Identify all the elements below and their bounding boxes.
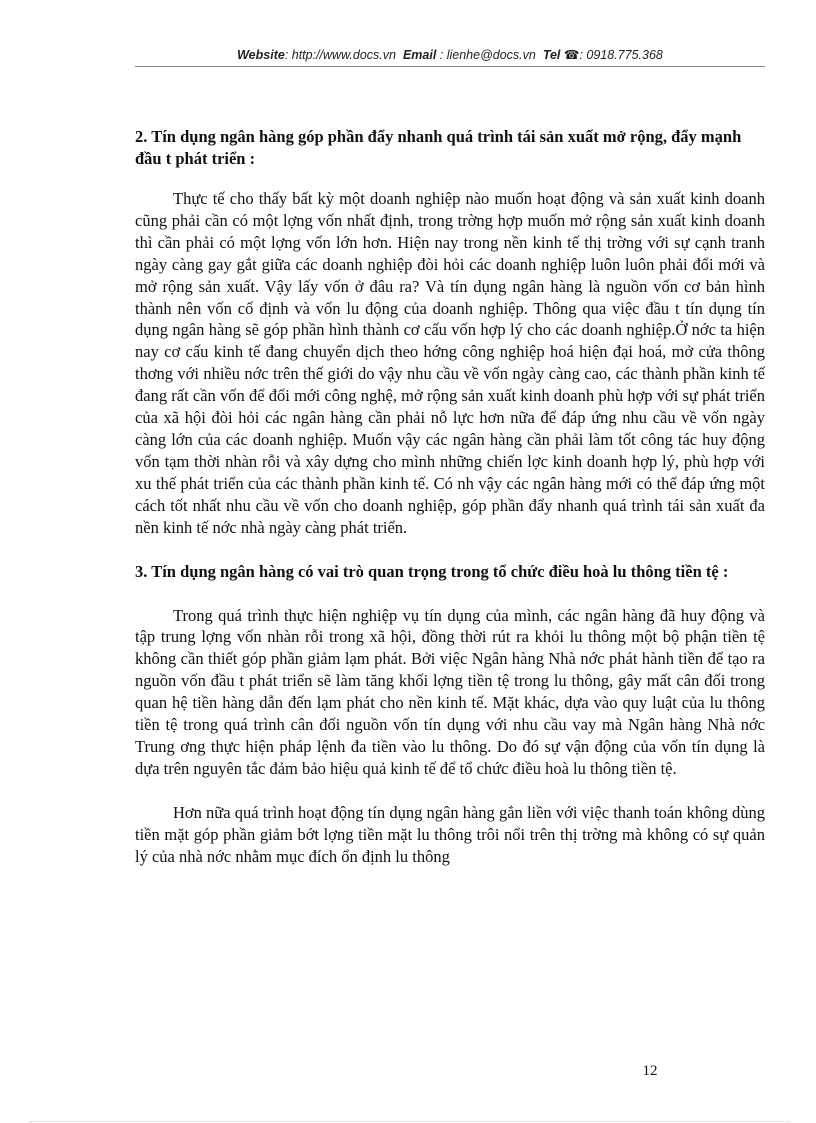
email-value: : lienhe@docs.vn xyxy=(439,48,536,62)
website-value: : http://www.docs.vn xyxy=(284,48,396,62)
email-label: Email xyxy=(402,48,437,62)
tel-value: : 0918.775.368 xyxy=(579,48,663,62)
document-body xyxy=(135,126,765,867)
website-label: Website xyxy=(237,48,285,62)
page-number: 12 xyxy=(642,1063,658,1079)
section-2-paragraph: Thực tế cho thấy bất kỳ một doanh nghiệp nào muốn hoạt động và sản xuất kinh doanh cũng phải cần có một lợng vốn nhất định, trong trờng hợp muốn mở rộng sản xuất kinh doanh thì cần phải có một lợng vốn lớn hơn. Hiện nay trong nền kinh tế thị trờng với sự cạnh tranh ngày càng gay gắt giữa các doanh nghiệp đòi hỏi các doanh nghiệp luôn luôn phải đổi mới và mở rộng sản xuất. Vậy lấy vốn ở đâu ra? Và tín dụng ngân hàng là nguồn vốn cơ bản hình thành nên vốn cố định và vốn lu động của doanh nghiệp. Thông qua việc đầu t tín dụng tín dụng ngân hàng sẽ góp phần hình thành cơ cấu vốn hợp lý cho các doanh nghiệp.Ở nớc ta hiện nay cơ cấu kinh tế đang chuyển dịch theo hớng công nghiệp hoá hiện đại hoá, mở cửa thông thơng với nhiều nớc trên thế giới do vậy nhu cầu về vốn ngày càng cao, các thành phần kinh tế đang rất cần vốn để đổi mới công nghệ, mở rộng sản xuất kinh doanh phù hợp với sự phát triển của xã hội đòi hỏi các ngân hàng cần phải nỗ lực hơn nữa để đáp ứng nhu cầu về vốn ngày càng lớn của các doanh nghiệp. Muốn vậy các ngân hàng cần phải làm tốt công tác huy động vốn tạm thời nhàn rỗi và xây dựng cho mình những chiến lợc kinh doanh hợp lý, phù hợp với xu thế phát triển của các thành phần kinh tế. Có nh vậy các ngân hàng mới có thể đáp ứng một cách tốt nhất nhu cầu về vốn cho doanh nghiệp, góp phần đẩy nhanh quá trình tái sản xuất đa nền kinh tế nớc nhà ngày càng phát triển. xyxy=(135,189,765,537)
header-divider xyxy=(135,66,765,67)
page-header xyxy=(135,45,765,65)
section-2-heading: 2. Tín dụng ngân hàng góp phần đẩy nhanh quá trình tái sản xuất mở rộng, đẩy mạnh đầu t phát triển : xyxy=(135,127,742,168)
section-3-paragraph-1: Trong quá trình thực hiện nghiệp vụ tín dụng của mình, các ngân hàng đã huy động và tập trung lợng vốn nhàn rỗi trong xã hội, đồng thời rút ra khỏi lu thông một bộ phận tiền tệ không cần thiết góp phần giảm lạm phát. Bởi việc Ngân hàng Nhà nớc phát hành tiền để tạo ra nguồn vốn đầu t phát triển sẽ làm tăng khối lợng tiền tệ trong lu thông, gây mất cân đối trong quan hệ tiền hàng dẫn đến lạm phát cho nền kinh tế. Mặt khác, dựa vào quy luật của lu thông tiền tệ trong quá trình cân đối nguồn vốn tín dụng với nhu cầu vay mà Ngân hàng Nhà nớc Trung ơng thực hiện pháp lệnh đa tiền vào lu thông. Do đó sự vận động của vốn tín dụng là dựa trên nguyên tắc đảm bảo hiệu quả kinh tế để tổ chức điều hoà lu thông tiền tệ. xyxy=(135,605,765,778)
section-3-heading: 3. Tín dụng ngân hàng có vai trò quan trọng trong tổ chức điều hoà lu thông tiền tệ : xyxy=(135,561,729,581)
section-3-paragraph-2: Hơn nữa quá trình hoạt động tín dụng ngân hàng gắn liền với việc thanh toán không dùng tiền mặt góp phần giảm bớt lợng tiền mặt lu thông trôi nổi trên thị trờng mà không có sự quản lý của nhà nớc nhằm mục đích ổn định lu thông xyxy=(135,802,765,866)
footer-divider xyxy=(30,1121,790,1122)
tel-label: Tel ☎ xyxy=(542,48,580,62)
